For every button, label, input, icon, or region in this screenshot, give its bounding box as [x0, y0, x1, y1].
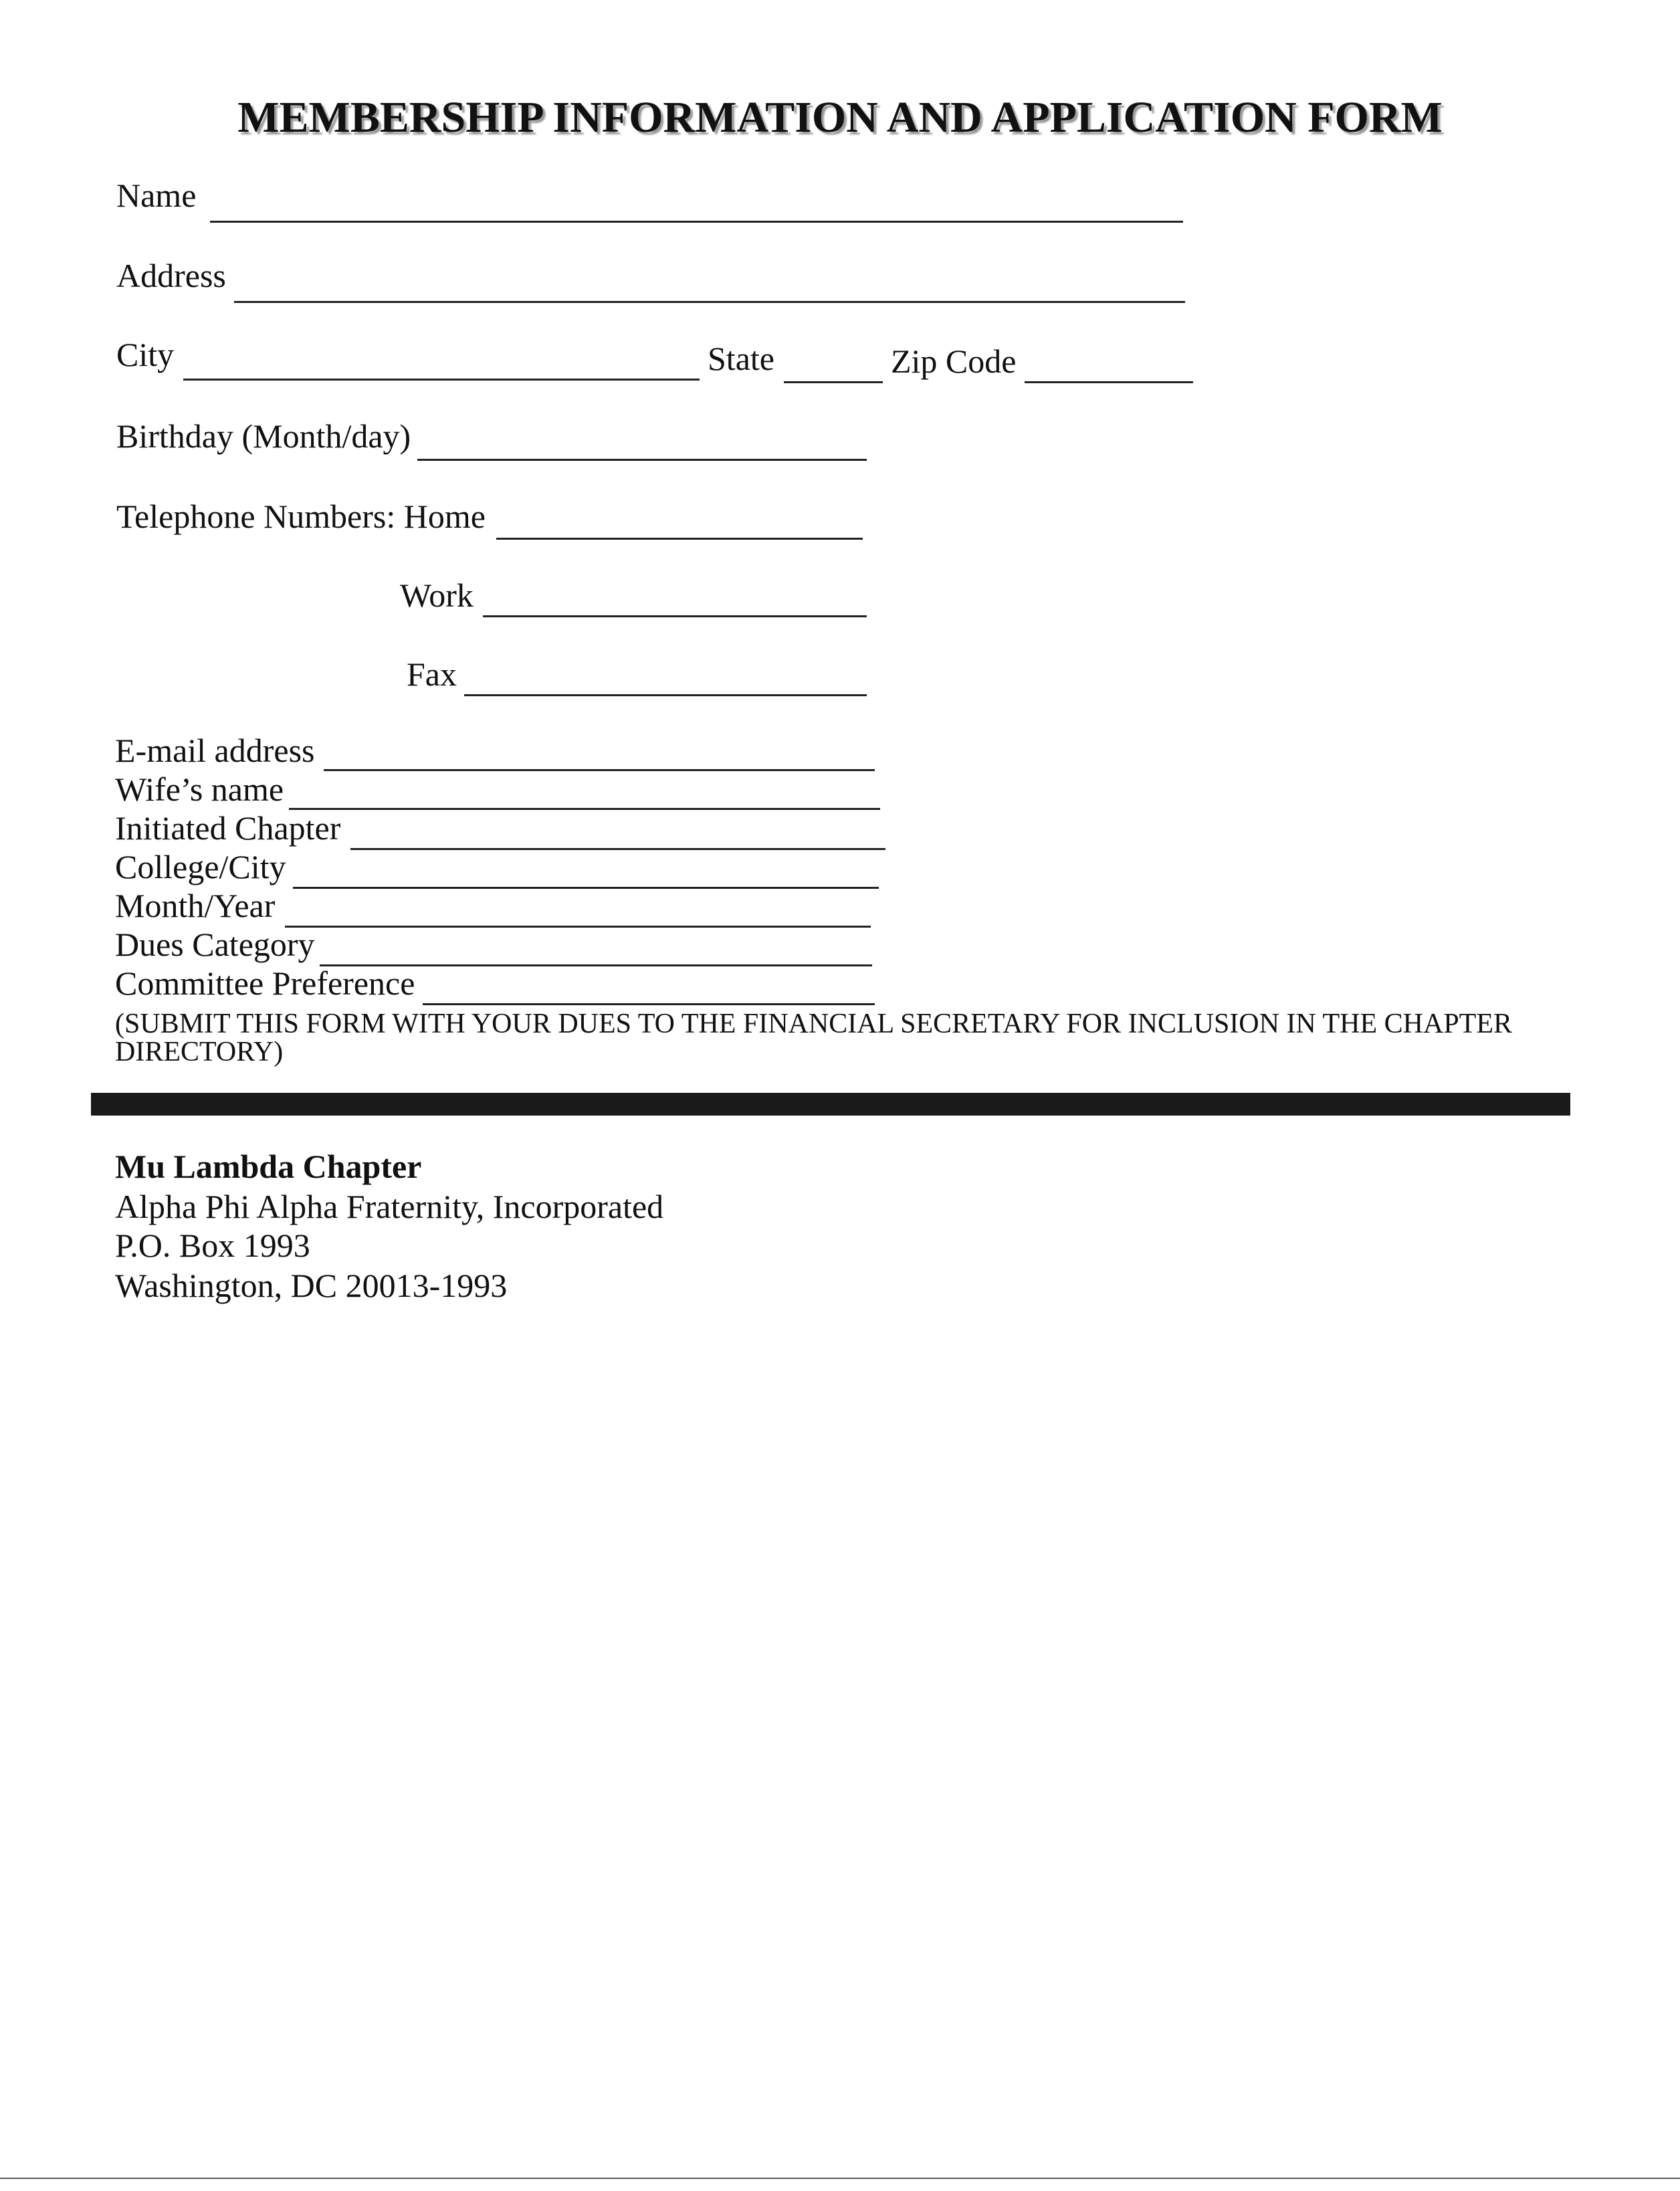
po-box: P.O. Box 1993 — [115, 1227, 310, 1264]
birthday-field[interactable] — [417, 459, 867, 461]
college-city-field[interactable] — [293, 887, 879, 889]
city-state-zip: Washington, DC 20013-1993 — [115, 1267, 508, 1304]
city-field[interactable] — [183, 379, 700, 381]
committee-preference-label: Committee Preference — [115, 964, 415, 1002]
birthday-label: Birthday (Month/day) — [116, 417, 411, 455]
page-edge-line — [0, 2178, 1680, 2179]
chapter-name: Mu Lambda Chapter — [115, 1148, 422, 1185]
committee-preference-field[interactable] — [423, 1003, 875, 1005]
zip-field[interactable] — [1025, 381, 1193, 383]
fax-label: Fax — [407, 655, 457, 693]
name-field[interactable] — [210, 221, 1183, 223]
page-title: MEMBERSHIP INFORMATION AND APPLICATION FORM — [237, 93, 1443, 142]
city-label: City — [116, 336, 175, 373]
submission-note-line1: (SUBMIT THIS FORM WITH YOUR DUES TO THE FINANCIAL SECRETARY FOR INCLUSION IN THE CHAPTER — [115, 1009, 1513, 1039]
telephone-home-field[interactable] — [496, 538, 863, 540]
initiated-chapter-field[interactable] — [350, 848, 885, 850]
dues-category-label: Dues Category — [115, 926, 315, 963]
organization-name: Alpha Phi Alpha Fraternity, Incorporated — [115, 1188, 664, 1225]
month-year-label: Month/Year — [115, 887, 276, 924]
address-field[interactable] — [234, 301, 1185, 303]
initiated-chapter-label: Initiated Chapter — [115, 809, 341, 847]
telephone-home-label: Telephone Numbers: Home — [116, 498, 486, 535]
wife-name-label: Wife’s name — [115, 770, 284, 808]
fax-field[interactable] — [464, 694, 867, 696]
email-label: E-mail address — [115, 732, 315, 769]
state-field[interactable] — [784, 381, 883, 383]
name-label: Name — [116, 177, 197, 214]
work-field[interactable] — [483, 615, 867, 617]
address-label: Address — [116, 257, 226, 294]
submission-note-line2: DIRECTORY) — [115, 1037, 284, 1067]
divider-bar — [91, 1093, 1570, 1116]
state-label: State — [708, 340, 774, 377]
college-city-label: College/City — [115, 848, 286, 885]
wife-name-field[interactable] — [289, 808, 880, 810]
email-field[interactable] — [324, 769, 875, 771]
work-label: Work — [400, 577, 474, 614]
month-year-field[interactable] — [285, 926, 871, 928]
zip-label: Zip Code — [891, 342, 1017, 380]
